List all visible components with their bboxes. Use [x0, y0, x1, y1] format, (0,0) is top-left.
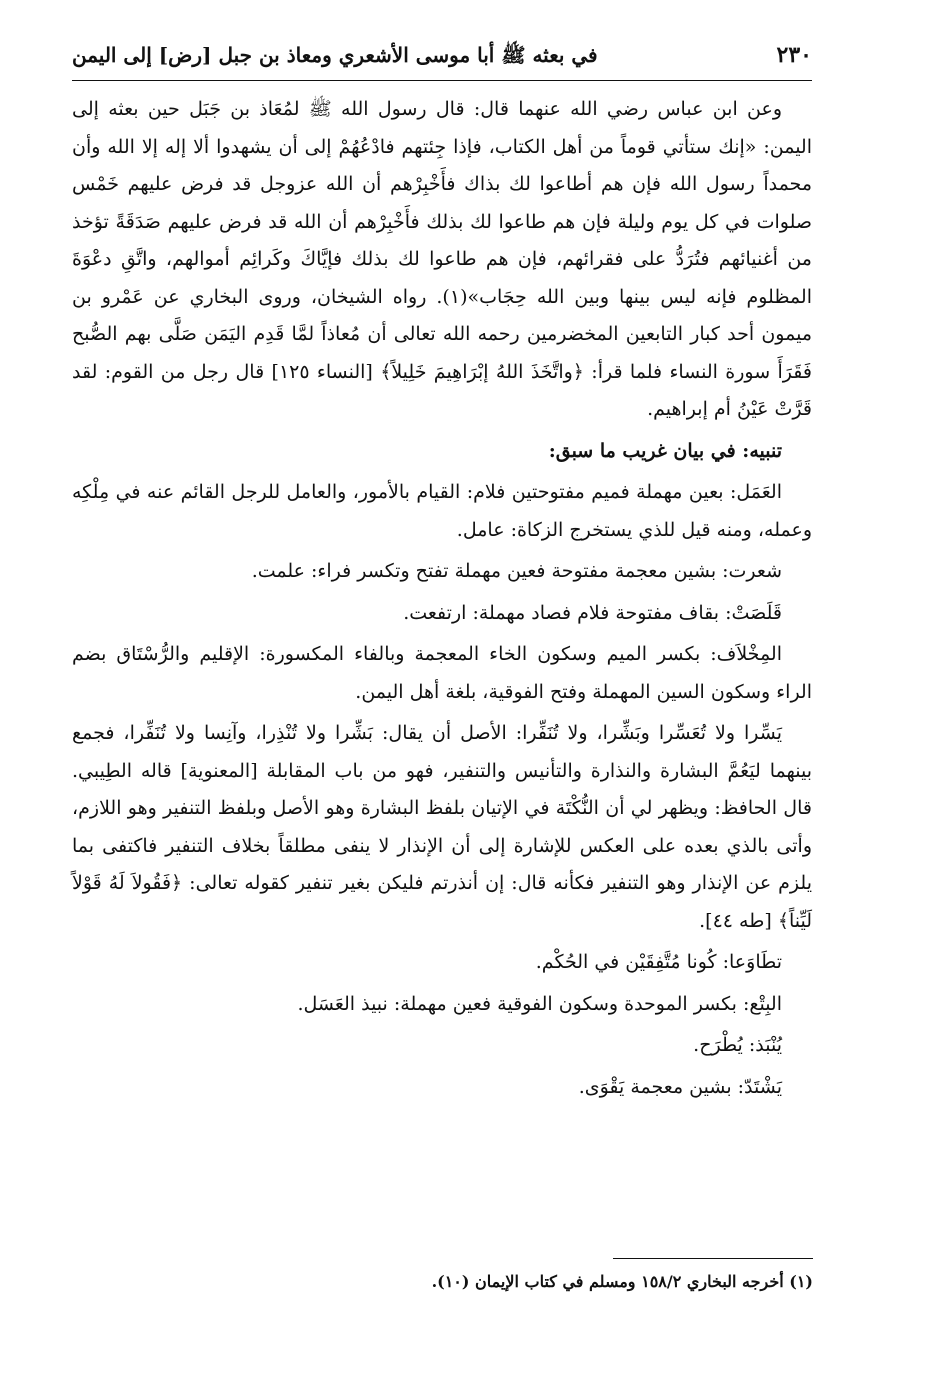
gloss-bit: البِتْع: بكسر الموحدة وسكون الفوقية فعين مهملة: نبيذ العَسَل.: [297, 992, 782, 1015]
gloss-qalasat: قَلَصَتْ: بقاف مفتوحة فلام فصاد مهملة: ارتفعت.: [403, 601, 782, 624]
gloss-amal: العَمَل: بعين مهملة فميم مفتوحتين فلام: القيام بالأمور، والعامل للرجل القائم عنه في مِلْكِه وعمله، ومنه قيل للذي يستخرج الزكاة: عامل.: [72, 481, 812, 541]
gloss-yunbadh: يُنْبَذ: يُطْرَح.: [693, 1034, 782, 1056]
document-page: [72, 34, 812, 1110]
footnote-rule: [613, 1258, 813, 1259]
running-header: [72, 34, 812, 76]
note-heading: تنبيه: في بيان غريب ما سبق:: [548, 439, 782, 462]
gloss-yashtadd: يَشْتَدّ: بشين معجمة يَقْوَى.: [578, 1075, 782, 1098]
running-title: في بعثه ﷺ أبا موسى الأشعري ومعاذ بن جبل [رض] إلى اليمن: [72, 43, 598, 67]
footnote: (١) أخرجه البخاري ١٥٨/٢ ومسلم في كتاب الإيمان (١٠).: [431, 1272, 813, 1291]
header-rule: [72, 80, 812, 81]
hadith-paragraph: وعن ابن عباس رضي الله عنهما قال: قال رسول الله ﷺ لمُعَاذ بن جَبَل حين بعثه إلى اليمن: «إنك ستأتي قوماً من أهل الكتاب، فإذا جِئتهم فادْعُهُمْ إلى أن يشهدوا ألا إله إلا الله وأن محمداً رسول الله فإن هم أطاعوا لك بذاك فأَخْبِرْهم أن الله عزوجل قد فرض عليهم خَمْس صلوات في كل يوم وليلة فإن هم طاعوا لك بذلك فأَخْبِرْهم أن الله قد فرض عليهم صَدَقَةً تؤخذ من أغنيائهم فتُرَدُّ على فقرائهم، فإن هم طاعوا لك بذلك فإيَّاكَ وكَرائِم أموالهم، واتَّقِ دعْوَةَ المظلوم فإنه ليس بينها وبين الله حِجَاب»(١). رواه الشيخان، وروى البخاري عن عَمْرو بن ميمون أحد كبار التابعين المخضرمين رحمه الله تعالى أن مُعاذاً لمَّا قَدِم اليَمَن صَلَّى بهم الصُّبح فَقَرَأَ سورة النساء فلما قرأ: ﴿واتَّخَذَ اللهُ إبْرَاهِيمَ خَلِيلاً﴾ [النساء ١٢٥] قال رجل من القوم: لقد قَرَّتْ عَيْنُ أم إبراهيم.: [72, 98, 812, 420]
page-number: ٢٣٠: [776, 42, 812, 68]
gloss-tatawaa: تطَاوَعا: كُونا مُتَّفِقَيْن في الحُكْم.: [535, 951, 782, 973]
gloss-mikhlaf: المِخْلاَف: بكسر الميم وسكون الخاء المعجمة وبالفاء المكسورة: الإقليم والرُّسْتَاق بضم الراء وسكون السين المهملة وفتح الفوقية، بلغة أهل اليمن.: [72, 643, 812, 703]
gloss-shaart: شعرت: بشين معجمة مفتوحة فعين مهملة تفتح وتكسر فراء: علمت.: [251, 560, 782, 582]
gloss-yassira: يَسِّرا ولا تُعَسِّرا وبَشِّرا، ولا تُنَفِّرا: الأصل أن يقال: بَشِّرا ولا تُنْذِرا، وآنِسا ولا تُنَفِّرا، فجمع بينهما ليَعُمَّ البشارة والنذارة والتأنيس والتنفير، فهو من باب المقابلة [المعنوية] قاله الطِيبي. قال الحافظ: ويظهر لي أن النُّكْتَة في الإتيان بلفظ البشارة وهو الأصل وبلفظ التنفير وهو اللازم، وأتى بالذي بعده على العكس للإشارة إلى أن الإنذار لا ينفى مطلقاً بخلاف التنفير فاكتفى بما يلزم عن الإنذار وهو التنفير فكأنه قال: إن أنذرتم فليكن بغير تنفير كقوله تعالى: ﴿فَقُولاَ لَهُ قَوْلاً لَيِّناً﴾ [طه ٤٤].: [72, 722, 812, 932]
